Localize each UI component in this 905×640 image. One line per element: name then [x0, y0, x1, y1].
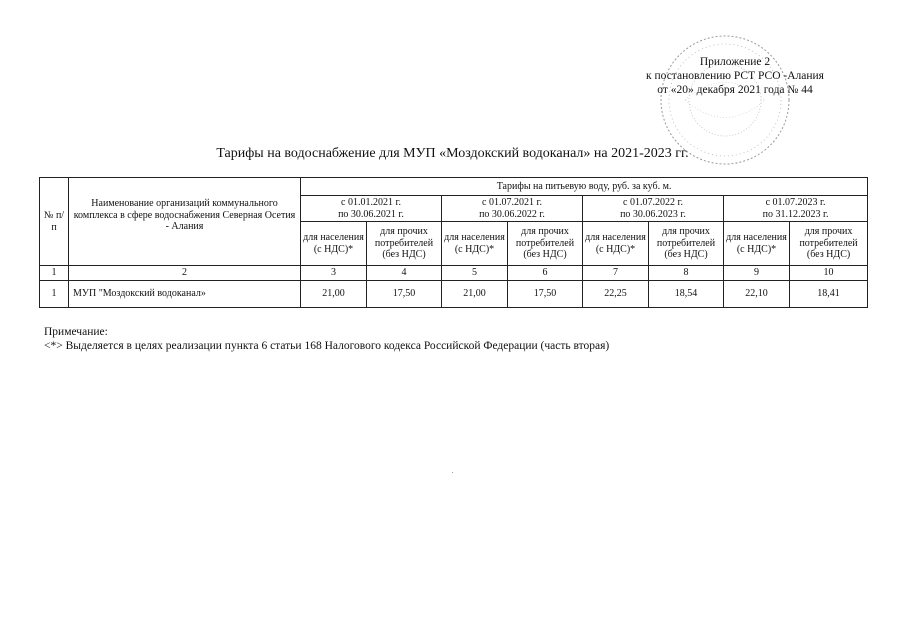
header-period-4: с 01.07.2023 г. по 31.12.2023 г.: [724, 196, 868, 222]
appendix-line-2: к постановлению РСТ РСО -Алания: [646, 70, 824, 82]
column-number: 10: [790, 266, 868, 281]
tariff-value: 22,10: [724, 280, 790, 307]
subheader-other: для прочих потребителей (без НДС): [790, 222, 868, 266]
subheader-other: для прочих потребителей (без НДС): [649, 222, 724, 266]
header-period-1: с 01.01.2021 г. по 30.06.2021 г.: [301, 196, 442, 222]
header-organization: Наименование организаций коммунального комплекса в сфере водоснабжения Северная Осетия - Алания: [69, 178, 301, 266]
note-text: <*> Выделяется в целях реализации пункта 6 статьи 168 Налогового кодекса Российской Федерации (часть вторая): [44, 340, 610, 352]
column-number: 9: [724, 266, 790, 281]
column-number: 8: [649, 266, 724, 281]
subheader-population: для населения (с НДС)*: [442, 222, 508, 266]
column-number: 1: [40, 266, 69, 281]
column-number: 7: [583, 266, 649, 281]
subheader-population: для населения (с НДС)*: [724, 222, 790, 266]
row-number: 1: [40, 280, 69, 307]
tariff-value: 22,25: [583, 280, 649, 307]
tariff-value: 18,41: [790, 280, 868, 307]
tariff-value: 18,54: [649, 280, 724, 307]
note-label: Примечание:: [44, 326, 108, 338]
header-number: № п/п: [40, 178, 69, 266]
tariff-value: 21,00: [442, 280, 508, 307]
subheader-population: для населения (с НДС)*: [583, 222, 649, 266]
scan-speck: [452, 472, 453, 473]
column-number: 4: [367, 266, 442, 281]
tariffs-table: [39, 177, 868, 308]
header-period-2: с 01.07.2021 г. по 30.06.2022 г.: [442, 196, 583, 222]
document-title: Тарифы на водоснабжение для МУП «Моздокский водоканал» на 2021-2023 гг.: [216, 146, 689, 161]
appendix-line-3: от «20» декабря 2021 года № 44: [657, 84, 813, 96]
note-block: [44, 325, 609, 353]
appendix-block: [600, 55, 870, 97]
appendix-line-1: Приложение 2: [699, 56, 771, 68]
tariff-value: 17,50: [508, 280, 583, 307]
column-number: 2: [69, 266, 301, 281]
header-tariffs-group: Тарифы на питьевую воду, руб. за куб. м.: [301, 178, 868, 196]
tariff-value: 17,50: [367, 280, 442, 307]
column-number: 5: [442, 266, 508, 281]
column-number: 6: [508, 266, 583, 281]
table-row: [40, 280, 868, 307]
subheader-other: для прочих потребителей (без НДС): [508, 222, 583, 266]
header-period-3: с 01.07.2022 г. по 30.06.2023 г.: [583, 196, 724, 222]
column-number: 3: [301, 266, 367, 281]
subheader-population: для населения (с НДС)*: [301, 222, 367, 266]
column-number-row: [40, 266, 868, 281]
tariff-value: 21,00: [301, 280, 367, 307]
subheader-other: для прочих потребителей (без НДС): [367, 222, 442, 266]
row-organization: МУП "Моздокский водоканал»: [69, 280, 301, 307]
